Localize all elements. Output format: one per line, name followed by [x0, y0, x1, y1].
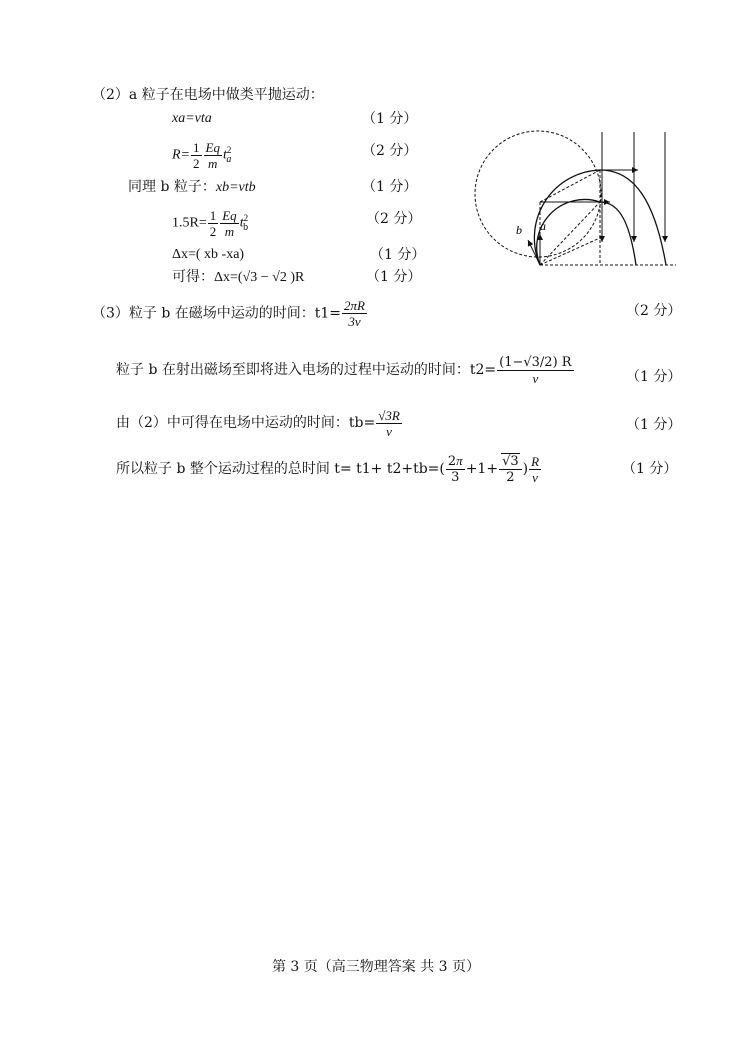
- score-eq6: （1 分）: [366, 269, 422, 285]
- line1-den: 3v: [348, 314, 361, 329]
- eq3-body: xb=vtb: [215, 180, 256, 195]
- line1-num: 2πR: [344, 298, 366, 313]
- label-b: b: [516, 223, 522, 237]
- page-footer: 第 3 页（高三物理答案 共 3 页）: [271, 959, 481, 975]
- eq2-lhs: R=: [172, 147, 190, 163]
- part3-line2: [116, 342, 575, 398]
- eq6-body: Δx=(√3 − √2 )R: [214, 270, 305, 285]
- line3-den: v: [386, 423, 392, 439]
- equation-r: R= $\frac{1}{2}$ $\frac{Eq}{m}$ $t^2_a$: [172, 139, 232, 171]
- label-a: a: [540, 219, 546, 233]
- equation-1-5r: 1.5R= $\frac{1}{2}$ $\frac{Eq}{m}$ $t^2_b$: [172, 207, 249, 239]
- eq6-prefix: 可得：: [172, 269, 214, 285]
- line4-text: 所以粒子 b 整个运动过程的总时间 t= t1+ t2+tb=(: [116, 461, 445, 477]
- score-eq4: （2 分）: [366, 211, 422, 227]
- score-eq2: （2 分）: [362, 143, 418, 159]
- part2-heading: （2）a 粒子在电场中做类平抛运动：: [92, 87, 324, 103]
- score-line3: （1 分）: [626, 417, 682, 433]
- equation-result: [172, 268, 304, 287]
- line2-num: (1−√3/2) R: [499, 354, 572, 370]
- score-eq5: （1 分）: [370, 247, 426, 263]
- trajectory-diagram: [470, 112, 682, 272]
- line3-num: √3R: [378, 407, 400, 423]
- part3-line3: [116, 406, 403, 440]
- score-line4: （1 分）: [622, 461, 678, 477]
- equation-xa: xa=vta: [172, 111, 212, 126]
- part3-line1: [92, 298, 368, 329]
- score-eq3: （1 分）: [362, 179, 418, 195]
- line1-text: （3）粒子 b 在磁场中运动的时间：t1=: [92, 305, 342, 322]
- part3-line4: 所以粒子 b 整个运动过程的总时间 t= t1+ t2+tb=( $\frac{2\pi}{3}$ +1+ $\frac{√3}{2}$ ) $\frac{R}{v}$: [116, 453, 540, 485]
- line2-den: v: [532, 370, 539, 386]
- line4-mid: +1+: [465, 461, 499, 477]
- line2-text: 粒子 b 在射出磁场至即将进入电场的过程中运动的时间：t2=: [116, 362, 497, 378]
- score-line2: （1 分）: [626, 369, 682, 385]
- trajectory-b: [534, 170, 600, 265]
- trajectory-a: [537, 199, 600, 265]
- score-eq1: （1 分）: [362, 111, 418, 127]
- equation-xb: [128, 178, 256, 197]
- eq3-prefix: 同理 b 粒子：: [128, 179, 216, 195]
- equation-dx: Δx=( xb -xa): [172, 247, 245, 262]
- eq4-lhs: 1.5R=: [172, 215, 207, 231]
- score-line1: （2 分）: [626, 303, 682, 319]
- line3-text: 由（2）中可得在电场中运动的时间：tb=: [116, 415, 376, 431]
